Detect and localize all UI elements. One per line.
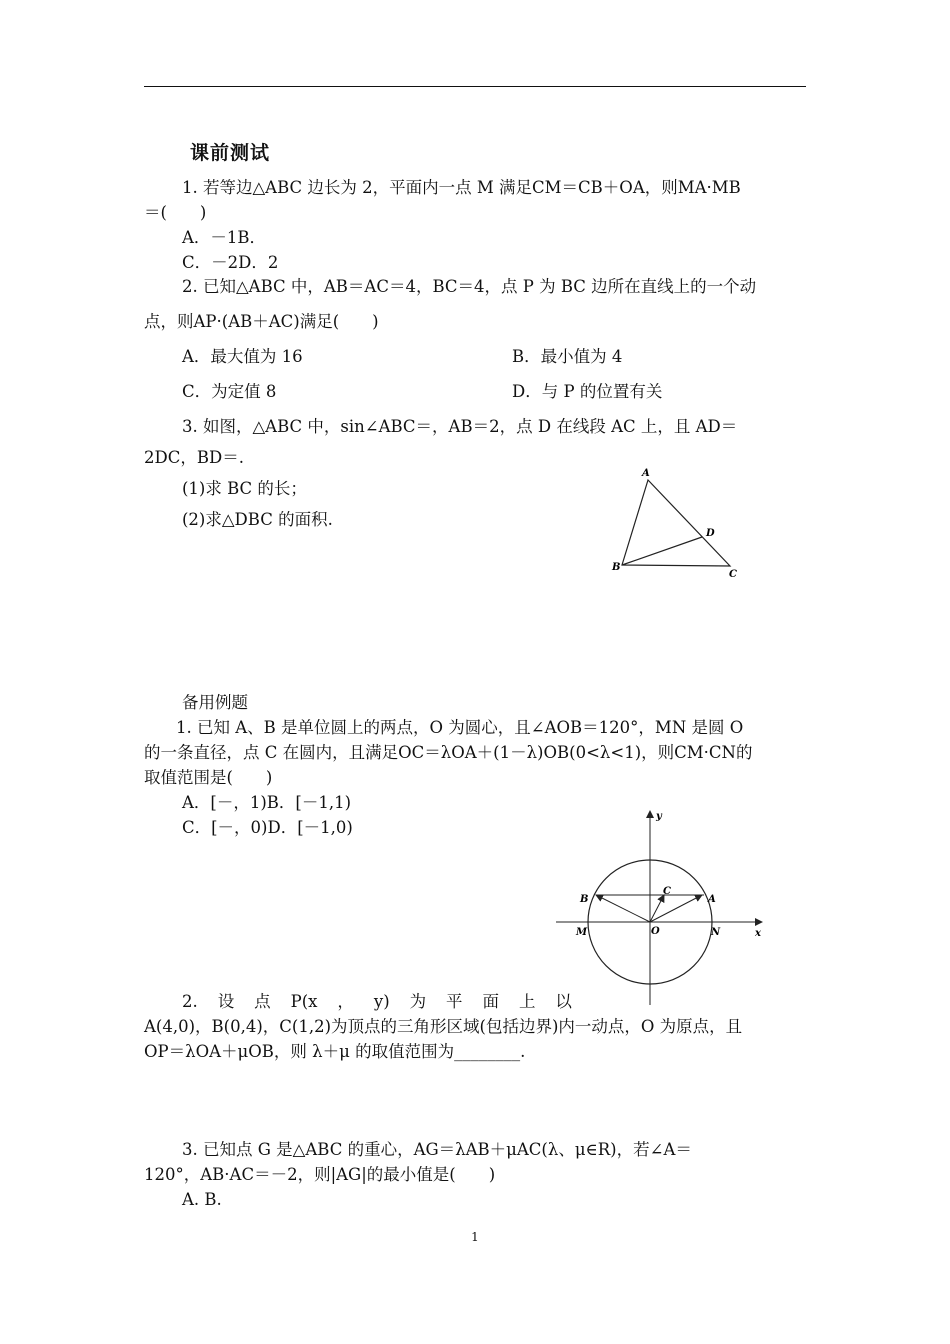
q2-line2: 点，则AP·(AB＋AC)满足( ): [144, 312, 379, 331]
label-b: B: [612, 562, 621, 573]
q2-option-b: B．最小值为 4: [512, 347, 623, 366]
b2-word: 面: [482, 992, 499, 1011]
b2-word: 平: [446, 992, 463, 1011]
backup-title: 备用例题: [182, 693, 248, 712]
q1-options-ab: A．－1B．: [182, 228, 267, 247]
b2-word: P(x: [290, 992, 318, 1011]
q2-option-c: C．为定值 8: [182, 382, 277, 401]
triangle-figure: [604, 460, 754, 585]
header-rule: [144, 86, 806, 87]
label-o: O: [651, 926, 660, 937]
label-d: D: [706, 528, 715, 539]
q3-line2: 2DC，BD＝.: [144, 448, 244, 467]
b2-line2: A(4,0)，B(0,4)，C(1,2)为顶点的三角形区域(包括边界)内一动点，O 为原点，且: [144, 1017, 743, 1036]
q1-line2: ＝( ): [144, 203, 207, 222]
b2-word: ，: [337, 992, 354, 1011]
label-n: N: [711, 927, 721, 938]
b2-line1: [182, 990, 572, 1014]
b2-word: 上: [518, 992, 536, 1011]
b1-line2: 的一条直径，点 C 在圆内，且满足OC＝λOA＋(1－λ)OB(0<λ<1)，则CM·CN的: [144, 743, 753, 762]
b3-options: A. B.: [182, 1190, 222, 1209]
unit-circle-figure: [550, 805, 770, 1015]
q3-part2: (2)求△DBC 的面积.: [182, 510, 333, 529]
section-title: 课前测试: [190, 142, 271, 164]
segment-bd: [622, 537, 702, 565]
b2-word: y): [373, 992, 390, 1011]
label-a: A: [708, 894, 716, 905]
label-c: C: [663, 886, 671, 897]
b2-line3: OP＝λOA＋μOB，则 λ＋μ 的取值范围为________.: [144, 1042, 526, 1061]
q2-option-a: A．最大值为 16: [182, 347, 303, 366]
label-c: C: [729, 569, 737, 580]
b3-line2: 120°，AB·AC＝－2，则|AG|的最小值是( ): [144, 1165, 496, 1184]
q3-line1: 3. 如图，△ABC 中，sin∠ABC＝，AB＝2，点 D 在线段 AC 上，且 AD＝: [182, 417, 738, 436]
q1-options-cd: C．－2D．2: [182, 253, 279, 272]
triangle-abc: [622, 480, 730, 566]
b2-word: 为: [409, 992, 427, 1011]
b1-line3: 取值范围是( ): [144, 768, 273, 787]
b1-line1: 1. 已知 A、B 是单位圆上的两点，O 为圆心，且∠AOB＝120°，MN 是圆 O: [176, 718, 744, 737]
q1-line1: 1. 若等边△ABC 边长为 2，平面内一点 M 满足CM＝CB＋OA，则MA·MB: [182, 178, 741, 197]
b1-options-cd: C．[－，0)D．[－1,0): [182, 818, 353, 837]
q2-line1: 2. 已知△ABC 中，AB＝AC＝4，BC＝4，点 P 为 BC 边所在直线上的一个动: [182, 277, 757, 296]
label-x: x: [755, 928, 761, 939]
b2-word: 以: [555, 992, 572, 1011]
label-b: B: [580, 894, 589, 905]
b1-options-ab: A．[－，1)B．[－1,1): [182, 793, 352, 812]
q2-option-d: D．与 P 的位置有关: [512, 382, 663, 401]
vector-ob: [596, 895, 650, 922]
vector-oa: [650, 895, 702, 922]
q3-part1: (1)求 BC 的长；: [182, 479, 307, 498]
b2-word: 点: [254, 992, 271, 1011]
b2-word: 设: [217, 992, 235, 1011]
label-m: M: [576, 927, 588, 938]
page-number: 1: [471, 1230, 479, 1244]
b2-word: 2.: [182, 992, 198, 1011]
label-a: A: [642, 468, 650, 479]
label-y: y: [656, 811, 662, 822]
b3-line1: 3. 已知点 G 是△ABC 的重心，AG＝λAB＋μAC(λ、μ∈R)，若∠A＝: [182, 1140, 692, 1159]
